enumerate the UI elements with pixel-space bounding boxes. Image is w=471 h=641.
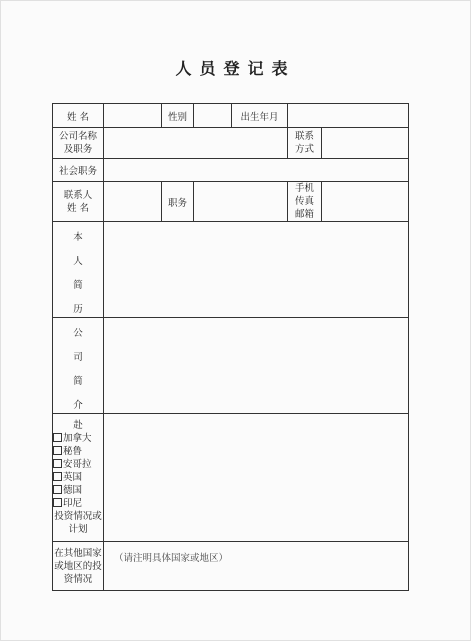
option-angola[interactable]: 安哥拉	[53, 458, 103, 471]
option-indonesia[interactable]: 印尼	[53, 497, 103, 510]
option-peru[interactable]: 秘鲁	[53, 445, 103, 458]
checkbox-icon[interactable]	[53, 485, 62, 494]
row-company-profile	[53, 318, 409, 414]
destination-label: 赴 加拿大 秘鲁 安哥拉 英国 德国 印尼 投资情况或 计划	[53, 414, 104, 542]
resume-label: 本 人 简 历	[53, 222, 104, 318]
contact-person-label: 联系人 姓 名	[53, 182, 104, 222]
gender-field[interactable]	[194, 104, 232, 128]
investment-plan-field[interactable]	[104, 414, 409, 542]
position-label: 职务	[162, 182, 194, 222]
contact-person-field[interactable]	[104, 182, 162, 222]
company-profile-field[interactable]	[104, 318, 409, 414]
birth-label: 出生年月	[232, 104, 288, 128]
contact-method-label: 联系 方式	[288, 128, 322, 159]
other-investment-field[interactable]	[104, 542, 409, 591]
row-contact-person	[53, 182, 409, 222]
row-social-role	[53, 159, 409, 182]
company-field[interactable]	[104, 128, 288, 159]
row-resume	[53, 222, 409, 318]
company-label: 公司名称 及职务	[53, 128, 104, 159]
gender-label: 性别	[162, 104, 194, 128]
registration-form	[52, 103, 409, 591]
contact-method-field[interactable]	[322, 128, 409, 159]
option-germany[interactable]: 德国	[53, 484, 103, 497]
birth-field[interactable]	[288, 104, 409, 128]
form-title: 人员登记表	[175, 59, 296, 78]
phone-fax-email-field[interactable]	[322, 182, 409, 222]
row-investment-destination	[53, 414, 409, 542]
other-investment-hint: （请注明具体国家或地区）	[114, 553, 229, 564]
option-canada[interactable]: 加拿大	[53, 432, 103, 445]
checkbox-icon[interactable]	[53, 433, 62, 442]
row-other-investment	[53, 542, 409, 591]
phone-fax-email-label: 手机 传真 邮箱	[288, 182, 322, 222]
company-profile-label: 公 司 简 介	[53, 318, 104, 414]
position-field[interactable]	[194, 182, 288, 222]
checkbox-icon[interactable]	[53, 459, 62, 468]
social-role-field[interactable]	[104, 159, 409, 182]
other-investment-label: 在其他国家 或地区的投 资情况	[53, 542, 104, 591]
checkbox-icon[interactable]	[53, 446, 62, 455]
row-company	[53, 128, 409, 159]
name-label: 姓 名	[53, 104, 104, 128]
checkbox-icon[interactable]	[53, 472, 62, 481]
name-field[interactable]	[104, 104, 162, 128]
social-role-label: 社会职务	[53, 159, 104, 182]
resume-field[interactable]	[104, 222, 409, 318]
option-uk[interactable]: 英国	[53, 471, 103, 484]
row-basic-info	[53, 104, 409, 128]
checkbox-icon[interactable]	[53, 498, 62, 507]
